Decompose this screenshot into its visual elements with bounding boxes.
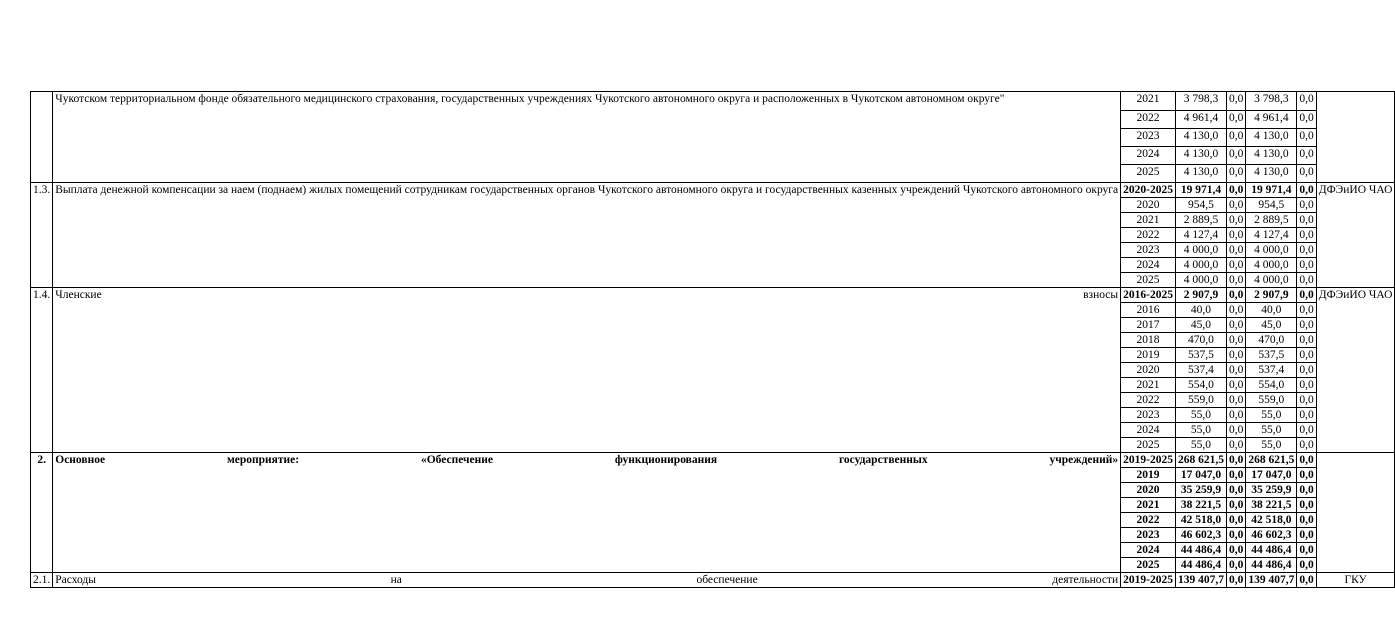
district-budget-cell: 470,0 [1246, 333, 1297, 348]
other-sources-cell: 0,0 [1297, 483, 1316, 498]
total-cell: 554,0 [1175, 378, 1226, 393]
district-budget-cell: 55,0 [1246, 423, 1297, 438]
total-cell: 559,0 [1175, 393, 1226, 408]
other-sources-cell: 0,0 [1297, 228, 1316, 243]
federal-budget-cell: 0,0 [1226, 408, 1245, 423]
district-budget-cell: 4 130,0 [1246, 165, 1297, 183]
measure-description: Чукотском территориальном фонде обязательного медицинского страхования, государственных учреждениях Чукотского автономного округа и расположенных в Чукотском автономном округе" [53, 92, 1121, 183]
district-budget-cell: 537,5 [1246, 348, 1297, 363]
other-sources-cell: 0,0 [1297, 92, 1316, 111]
federal-budget-cell: 0,0 [1226, 243, 1245, 258]
district-budget-cell: 537,4 [1246, 363, 1297, 378]
federal-budget-cell: 0,0 [1226, 333, 1245, 348]
year-cell: 2023 [1121, 129, 1176, 147]
year-cell: 2019 [1121, 468, 1176, 483]
federal-budget-cell: 0,0 [1226, 111, 1245, 129]
other-sources-cell: 0,0 [1297, 573, 1316, 588]
district-budget-cell: 559,0 [1246, 393, 1297, 408]
total-cell: 139 407,7 [1175, 573, 1226, 588]
federal-budget-cell: 0,0 [1226, 129, 1245, 147]
district-budget-cell: 4 130,0 [1246, 147, 1297, 165]
total-cell: 55,0 [1175, 408, 1226, 423]
measure-description: Членские взносы [53, 288, 1121, 453]
year-cell: 2021 [1121, 498, 1176, 513]
year-cell: 2023 [1121, 408, 1176, 423]
district-budget-cell: 46 602,3 [1246, 528, 1297, 543]
federal-budget-cell: 0,0 [1226, 213, 1245, 228]
year-cell: 2024 [1121, 147, 1176, 165]
other-sources-cell: 0,0 [1297, 393, 1316, 408]
total-cell: 537,5 [1175, 348, 1226, 363]
other-sources-cell: 0,0 [1297, 273, 1316, 288]
federal-budget-cell: 0,0 [1226, 558, 1245, 573]
district-budget-cell: 17 047,0 [1246, 468, 1297, 483]
other-sources-cell: 0,0 [1297, 513, 1316, 528]
other-sources-cell: 0,0 [1297, 258, 1316, 273]
district-budget-cell: 4 000,0 [1246, 273, 1297, 288]
year-cell: 2016 [1121, 303, 1176, 318]
other-sources-cell: 0,0 [1297, 438, 1316, 453]
federal-budget-cell: 0,0 [1226, 147, 1245, 165]
total-cell: 470,0 [1175, 333, 1226, 348]
district-budget-cell: 4 961,4 [1246, 111, 1297, 129]
other-sources-cell: 0,0 [1297, 468, 1316, 483]
total-cell: 4 000,0 [1175, 243, 1226, 258]
year-cell: 2025 [1121, 438, 1176, 453]
year-cell: 2025 [1121, 558, 1176, 573]
year-cell: 2021 [1121, 213, 1176, 228]
other-sources-cell: 0,0 [1297, 558, 1316, 573]
responsible-executor: ДФЭиИО ЧАО [1316, 183, 1395, 288]
other-sources-cell: 0,0 [1297, 348, 1316, 363]
other-sources-cell: 0,0 [1297, 147, 1316, 165]
federal-budget-cell: 0,0 [1226, 303, 1245, 318]
federal-budget-cell: 0,0 [1226, 273, 1245, 288]
federal-budget-cell: 0,0 [1226, 348, 1245, 363]
table-row [31, 92, 1395, 111]
district-budget-cell: 40,0 [1246, 303, 1297, 318]
total-cell: 4 000,0 [1175, 273, 1226, 288]
federal-budget-cell: 0,0 [1226, 498, 1245, 513]
year-cell: 2018 [1121, 333, 1176, 348]
year-cell: 2019-2025 [1121, 573, 1176, 588]
row-number: 1.3. [31, 183, 53, 288]
district-budget-cell: 35 259,9 [1246, 483, 1297, 498]
district-budget-cell: 38 221,5 [1246, 498, 1297, 513]
total-cell: 42 518,0 [1175, 513, 1226, 528]
year-cell: 2024 [1121, 258, 1176, 273]
federal-budget-cell: 0,0 [1226, 378, 1245, 393]
other-sources-cell: 0,0 [1297, 378, 1316, 393]
year-cell: 2019 [1121, 348, 1176, 363]
district-budget-cell: 3 798,3 [1246, 92, 1297, 111]
other-sources-cell: 0,0 [1297, 498, 1316, 513]
federal-budget-cell: 0,0 [1226, 468, 1245, 483]
other-sources-cell: 0,0 [1297, 198, 1316, 213]
federal-budget-cell: 0,0 [1226, 528, 1245, 543]
total-cell: 46 602,3 [1175, 528, 1226, 543]
other-sources-cell: 0,0 [1297, 423, 1316, 438]
total-cell: 55,0 [1175, 438, 1226, 453]
year-cell: 2020-2025 [1121, 183, 1176, 198]
row-number: 2.1. [31, 573, 53, 588]
federal-budget-cell: 0,0 [1226, 438, 1245, 453]
other-sources-cell: 0,0 [1297, 129, 1316, 147]
federal-budget-cell: 0,0 [1226, 393, 1245, 408]
year-cell: 2022 [1121, 111, 1176, 129]
other-sources-cell: 0,0 [1297, 213, 1316, 228]
other-sources-cell: 0,0 [1297, 453, 1316, 468]
year-cell: 2025 [1121, 165, 1176, 183]
district-budget-cell: 268 621,5 [1246, 453, 1297, 468]
total-cell: 38 221,5 [1175, 498, 1226, 513]
total-cell: 3 798,3 [1175, 92, 1226, 111]
other-sources-cell: 0,0 [1297, 333, 1316, 348]
budget-table-body [31, 92, 1395, 588]
district-budget-cell: 2 907,9 [1246, 288, 1297, 303]
total-cell: 35 259,9 [1175, 483, 1226, 498]
total-cell: 4 130,0 [1175, 129, 1226, 147]
total-cell: 268 621,5 [1175, 453, 1226, 468]
district-budget-cell: 139 407,7 [1246, 573, 1297, 588]
total-cell: 19 971,4 [1175, 183, 1226, 198]
district-budget-cell: 2 889,5 [1246, 213, 1297, 228]
year-cell: 2023 [1121, 243, 1176, 258]
total-cell: 4 130,0 [1175, 165, 1226, 183]
year-cell: 2020 [1121, 198, 1176, 213]
district-budget-cell: 554,0 [1246, 378, 1297, 393]
year-cell: 2024 [1121, 543, 1176, 558]
total-cell: 45,0 [1175, 318, 1226, 333]
other-sources-cell: 0,0 [1297, 543, 1316, 558]
district-budget-cell: 954,5 [1246, 198, 1297, 213]
federal-budget-cell: 0,0 [1226, 543, 1245, 558]
other-sources-cell: 0,0 [1297, 528, 1316, 543]
total-cell: 4 127,4 [1175, 228, 1226, 243]
responsible-executor: ГКУ [1316, 573, 1395, 588]
federal-budget-cell: 0,0 [1226, 288, 1245, 303]
federal-budget-cell: 0,0 [1226, 228, 1245, 243]
measure-description: Расходы на обеспечение деятельности [53, 573, 1121, 588]
other-sources-cell: 0,0 [1297, 111, 1316, 129]
responsible-executor [1316, 92, 1395, 183]
year-cell: 2020 [1121, 483, 1176, 498]
total-cell: 2 889,5 [1175, 213, 1226, 228]
table-row [31, 288, 1395, 303]
federal-budget-cell: 0,0 [1226, 423, 1245, 438]
year-cell: 2023 [1121, 528, 1176, 543]
district-budget-cell: 4 000,0 [1246, 258, 1297, 273]
other-sources-cell: 0,0 [1297, 408, 1316, 423]
federal-budget-cell: 0,0 [1226, 513, 1245, 528]
measure-description: Основное мероприятие: «Обеспечение функционирования государственных учреждений» [53, 453, 1121, 573]
district-budget-cell: 4 000,0 [1246, 243, 1297, 258]
other-sources-cell: 0,0 [1297, 288, 1316, 303]
year-cell: 2020 [1121, 363, 1176, 378]
year-cell: 2019-2025 [1121, 453, 1176, 468]
year-cell: 2016-2025 [1121, 288, 1176, 303]
table-row [31, 183, 1395, 198]
federal-budget-cell: 0,0 [1226, 198, 1245, 213]
district-budget-cell: 42 518,0 [1246, 513, 1297, 528]
table-row [31, 573, 1395, 588]
federal-budget-cell: 0,0 [1226, 483, 1245, 498]
year-cell: 2024 [1121, 423, 1176, 438]
year-cell: 2022 [1121, 228, 1176, 243]
federal-budget-cell: 0,0 [1226, 258, 1245, 273]
total-cell: 17 047,0 [1175, 468, 1226, 483]
federal-budget-cell: 0,0 [1226, 92, 1245, 111]
total-cell: 44 486,4 [1175, 558, 1226, 573]
district-budget-cell: 4 127,4 [1246, 228, 1297, 243]
row-number [31, 92, 53, 183]
total-cell: 4 000,0 [1175, 258, 1226, 273]
district-budget-cell: 55,0 [1246, 438, 1297, 453]
other-sources-cell: 0,0 [1297, 303, 1316, 318]
year-cell: 2017 [1121, 318, 1176, 333]
district-budget-cell: 45,0 [1246, 318, 1297, 333]
measure-description: Выплата денежной компенсации за наем (поднаем) жилых помещений сотрудникам государственных органов Чукотского автономного округа и государственных казенных учреждений Чукотского автономного округа [53, 183, 1121, 288]
federal-budget-cell: 0,0 [1226, 318, 1245, 333]
year-cell: 2021 [1121, 92, 1176, 111]
row-number: 1.4. [31, 288, 53, 453]
federal-budget-cell: 0,0 [1226, 453, 1245, 468]
year-cell: 2021 [1121, 378, 1176, 393]
other-sources-cell: 0,0 [1297, 318, 1316, 333]
year-cell: 2025 [1121, 273, 1176, 288]
district-budget-cell: 44 486,4 [1246, 558, 1297, 573]
total-cell: 40,0 [1175, 303, 1226, 318]
row-number: 2. [31, 453, 53, 573]
federal-budget-cell: 0,0 [1226, 165, 1245, 183]
district-budget-cell: 44 486,4 [1246, 543, 1297, 558]
federal-budget-cell: 0,0 [1226, 183, 1245, 198]
total-cell: 537,4 [1175, 363, 1226, 378]
total-cell: 44 486,4 [1175, 543, 1226, 558]
other-sources-cell: 0,0 [1297, 165, 1316, 183]
total-cell: 4 961,4 [1175, 111, 1226, 129]
other-sources-cell: 0,0 [1297, 363, 1316, 378]
total-cell: 954,5 [1175, 198, 1226, 213]
year-cell: 2022 [1121, 393, 1176, 408]
total-cell: 2 907,9 [1175, 288, 1226, 303]
responsible-executor [1316, 453, 1395, 573]
table-row [31, 453, 1395, 468]
year-cell: 2022 [1121, 513, 1176, 528]
budget-table [30, 91, 1395, 588]
district-budget-cell: 19 971,4 [1246, 183, 1297, 198]
other-sources-cell: 0,0 [1297, 243, 1316, 258]
district-budget-cell: 55,0 [1246, 408, 1297, 423]
total-cell: 55,0 [1175, 423, 1226, 438]
responsible-executor: ДФЭиИО ЧАО [1316, 288, 1395, 453]
federal-budget-cell: 0,0 [1226, 573, 1245, 588]
district-budget-cell: 4 130,0 [1246, 129, 1297, 147]
total-cell: 4 130,0 [1175, 147, 1226, 165]
federal-budget-cell: 0,0 [1226, 363, 1245, 378]
other-sources-cell: 0,0 [1297, 183, 1316, 198]
